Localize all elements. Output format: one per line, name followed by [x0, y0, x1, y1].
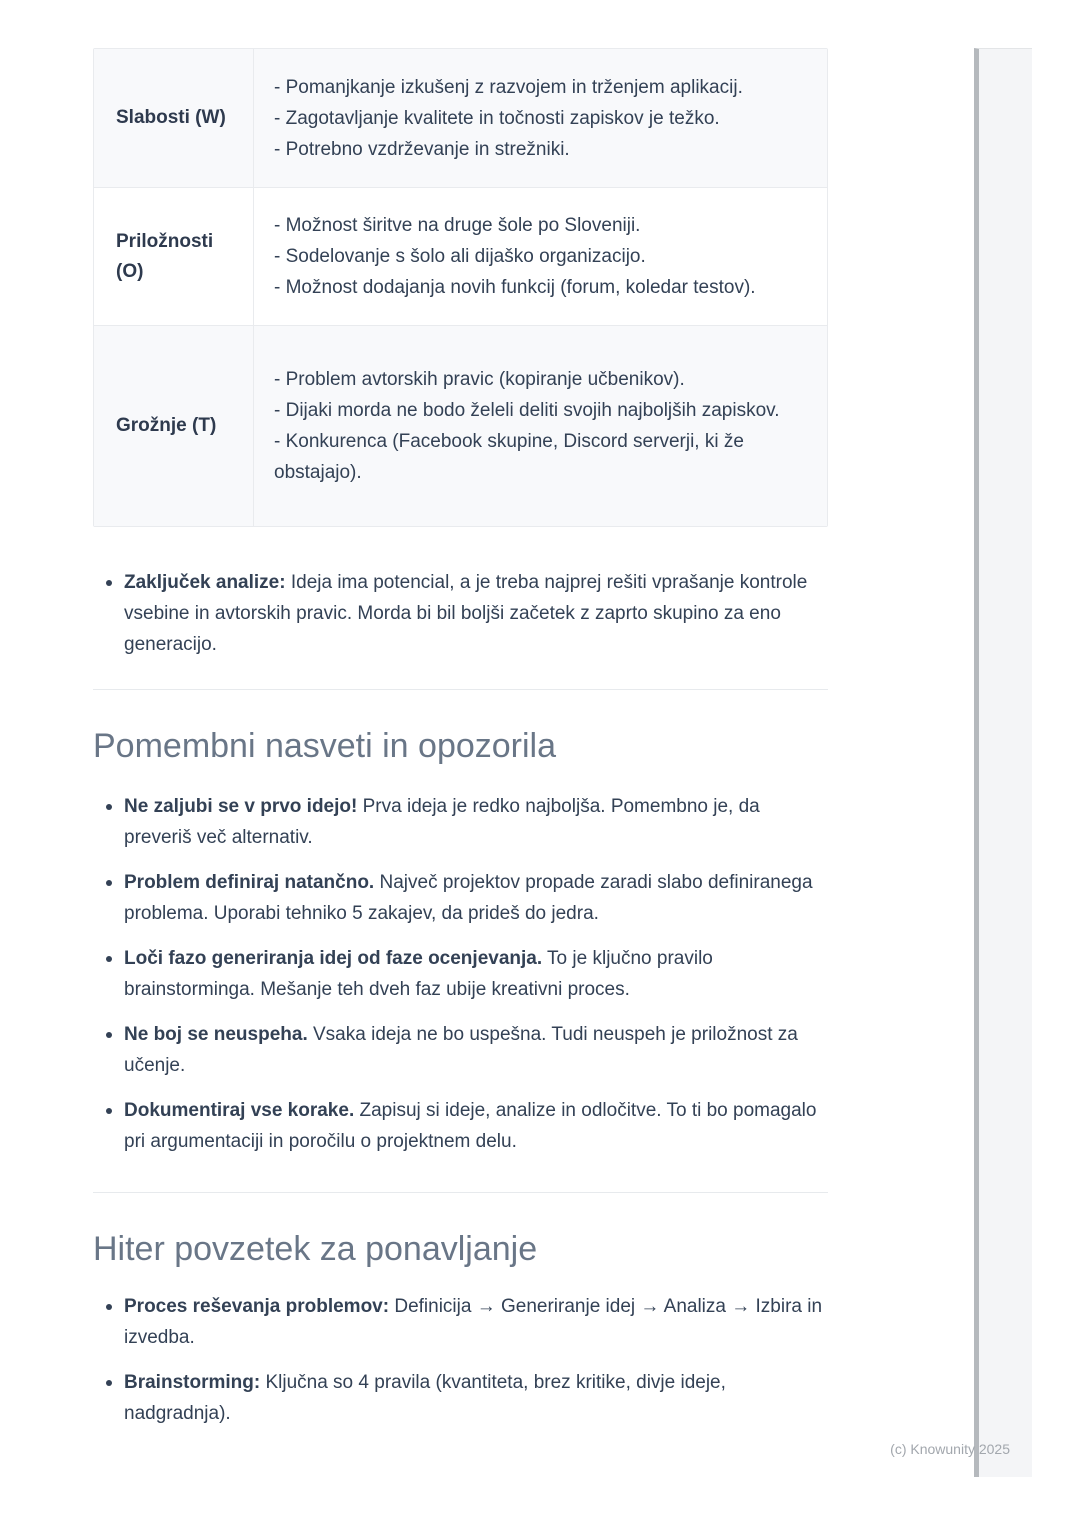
table-cell-line: - Sodelovanje s šolo ali dijaško organizacijo. [274, 246, 646, 267]
table-cell-line: - Dijaki morda ne bodo želeli deliti svojih najboljših zapiskov. [274, 400, 780, 421]
table-cell-line: - Možnost širitve na druge šole po Sloveniji. [274, 215, 641, 236]
list-item [93, 867, 828, 929]
tips-list [93, 791, 828, 1157]
bullet-text: Zapisuj si ideje, analize in odločitve. To ti bo pomagalo pri argumentaciji in poročilu o projektnem delu. [124, 1100, 817, 1152]
section-title-povzetek: Hiter povzetek za ponavljanje [93, 1230, 538, 1268]
section-title-nasveti: Pomembni nasveti in opozorila [93, 727, 557, 765]
row-content-cell [254, 326, 827, 526]
bullet-lead: Problem definiraj natančno. [124, 872, 375, 893]
list-item [93, 1291, 828, 1353]
table-cell-line: - Potrebno vzdrževanje in strežniki. [274, 138, 570, 160]
table-row [94, 49, 827, 187]
bullet-lead: Zaključek analize: [124, 572, 286, 593]
list-item [93, 1095, 828, 1157]
row-header-label: Slabosti (W) [116, 107, 226, 128]
table-cell-line: - Konkurenca (Facebook skupine, Discord serverji, ki že obstajajo). [274, 431, 744, 483]
bullet-lead: Dokumentiraj vse korake. [124, 1100, 355, 1121]
table-cell-line: - Zagotavljanje kvalitete in točnosti zapiskov je težko. [274, 107, 720, 129]
bullet-lead: Ne boj se neuspeha. [124, 1024, 308, 1045]
copyright-watermark: (c) Knowunity 2025 [890, 1441, 1010, 1457]
next-page-preview[interactable] [974, 48, 1032, 1477]
table-cell-line: - Pomanjkanje izkušenj z razvojem in trženjem aplikacij. [274, 76, 743, 98]
bullet-text: To je ključno pravilo brainstorminga. Mešanje teh dveh faz ubije kreativni proces. [124, 948, 713, 1000]
bullet-text: Največ projektov propade zaradi slabo definiranega problema. Uporabi tehniko 5 zakajev, da prideš do jedra. [124, 872, 813, 924]
summary-list [93, 1291, 828, 1429]
table-cell-line: - Problem avtorskih pravic (kopiranje učbenikov). [274, 369, 685, 390]
row-content-cell [254, 188, 827, 325]
bullet-lead: Proces reševanja problemov: [124, 1296, 390, 1317]
bullet-text: Vsaka ideja ne bo uspešna. Tudi neuspeh je priložnost za učenje. [124, 1024, 798, 1076]
bullet-lead: Brainstorming: [124, 1372, 261, 1393]
list-item [93, 1367, 828, 1429]
swot-table [93, 48, 828, 527]
list-item [93, 567, 828, 660]
bullet-text: Ključna so 4 pravila (kvantiteta, brez kritike, divje ideje, nadgradnja). [124, 1372, 726, 1424]
row-header-cell [94, 49, 254, 187]
row-header-label: Priložnosti (O) [116, 230, 214, 282]
table-row [94, 187, 827, 325]
bullet-text: Ideja ima potencial, a je treba najprej rešiti vprašanje kontrole vsebine in avtorskih pravic. Morda bi bil boljši začetek z zaprto skupino za eno generacijo. [124, 572, 808, 655]
document-page [93, 48, 828, 1429]
bullet-lead: Loči fazo generiranja idej od faze ocenjevanja. [124, 948, 543, 969]
list-item [93, 943, 828, 1005]
section-divider [93, 1192, 828, 1193]
row-header-cell [94, 188, 254, 325]
row-header-label: Grožnje (T) [116, 415, 217, 436]
bullet-text: Prva ideja je redko najboljša. Pomembno je, da preveriš več alternativ. [124, 796, 760, 848]
row-content-cell [254, 49, 827, 187]
row-header-cell [94, 326, 254, 526]
table-cell-line: - Možnost dodajanja novih funkcij (forum, koledar testov). [274, 277, 756, 298]
list-item [93, 791, 828, 853]
list-item [93, 1019, 828, 1081]
bullet-lead: Ne zaljubi se v prvo idejo! [124, 796, 358, 817]
table-row [94, 325, 827, 526]
section-divider [93, 689, 828, 690]
bullet-text: Definicija → Generiranje idej → Analiza → Izbira in izvedba. [124, 1296, 823, 1348]
conclusion-list [93, 567, 828, 660]
